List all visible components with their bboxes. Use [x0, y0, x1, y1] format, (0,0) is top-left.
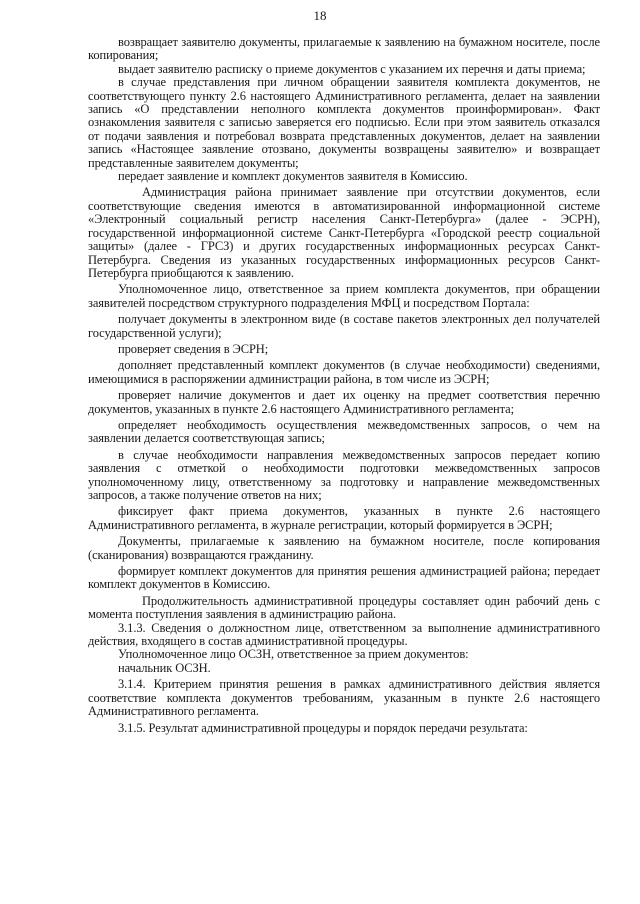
- paragraph: передает заявление и комплект документов заявителя в Комиссию.: [118, 169, 468, 184]
- paragraph: начальник ОСЗН.: [118, 660, 211, 675]
- paragraph: возвращает заявителю документы, прилагаемые к заявлению на бумажном носителе, после копирования;: [88, 35, 600, 63]
- paragraph: определяет необходимость осуществления межведомственных запросов, о чем на заявлении делается соответствующая запись;: [88, 417, 600, 446]
- paragraph: 3.1.4. Критерием принятия решения в рамках административного действия является соответствие комплекта документов требованиям, указанным в пункте 2.6 настоящего Административного регламента.: [88, 677, 600, 719]
- paragraph: дополняет представленный комплект документов (в случае необходимости) сведениями, имеющимися в распоряжении администрации района, в том числе из ЭСРН;: [88, 358, 600, 386]
- paragraph: в случае необходимости направления межведомственных запросов передает копию заявления с отметкой о необходимости подготовки межведомственных запросов уполномоченному лицу, ответственному за подготовку и направление межведомственных запросов, а также получение ответов на них;: [88, 447, 600, 502]
- paragraph: Администрация района принимает заявление при отсутствии документов, если соответствующие сведения имеются в автоматизированной информационной системе «Электронный социальный регистр населения Санкт-Петербурга» (далее - ЭСРН), государственной информационной системе Санкт-Петербурга «Городской реестр социальной защиты» (далее - ГРСЗ) и других государственных информационных ресурсах Санкт-Петербурга. Сведения из указанных государственных информационных ресурсов Санкт-Петербурга приобщаются к заявлению.: [88, 185, 600, 280]
- paragraph: выдает заявителю расписку о приеме документов с указанием их перечня и даты приема;: [118, 61, 586, 76]
- paragraph: получает документы в электронном виде (в составе пакетов электронных дел получателей государственной услуги);: [88, 312, 600, 340]
- paragraph: Документы, прилагаемые к заявлению на бумажном носителе, после копирования (сканирования) возвращаются гражданину.: [88, 534, 600, 562]
- document-body: [88, 36, 600, 735]
- paragraph: Уполномоченное лицо ОСЗН, ответственное за прием документов:: [118, 647, 469, 662]
- paragraph: фиксирует факт приема документов, указанных в пункте 2.6 настоящего Административного регламента, в журнале регистрации, который формируется в ЭСРН;: [88, 504, 600, 532]
- paragraph: проверяет наличие документов и дает их оценку на предмет соответствия перечню документов, указанных в пункте 2.6 настоящего Административного регламента;: [88, 388, 600, 416]
- paragraph: проверяет сведения в ЭСРН;: [118, 341, 269, 356]
- paragraph: формирует комплект документов для принятия решения администрацией района; передает комплект документов в Комиссию.: [88, 564, 600, 592]
- paragraph: в случае представления при личном обращении заявителя комплекта документов, не соответствующего пункту 2.6 настоящего Административного регламента, делает на заявлении запись «О представлении неполного комплекта документов проинформирован». Факт ознакомления заявителя с записью заверяется его подписью. Если при этом заявитель отказался от подачи заявления и потребовал возврата представленных документов, делает на заявлении запись «Настоящее заявление отозвано, документы возвращены заявителю» и возвращает представленные заявителем документы;: [88, 75, 600, 170]
- paragraph: Продолжительность административной процедуры составляет один рабочий день с момента поступления заявления в администрацию района.: [88, 593, 600, 622]
- page-number: 18: [313, 8, 327, 23]
- paragraph: 3.1.3. Сведения о должностном лице, ответственном за выполнение административного действия, входящего в состав административной процедуры.: [88, 620, 600, 649]
- paragraph: Уполномоченное лицо, ответственное за прием комплекта документов, при обращении заявителей посредством структурного подразделения МФЦ и посредством Портала:: [88, 282, 600, 310]
- paragraph: 3.1.5. Результат административной процедуры и порядок передачи результата:: [118, 720, 528, 735]
